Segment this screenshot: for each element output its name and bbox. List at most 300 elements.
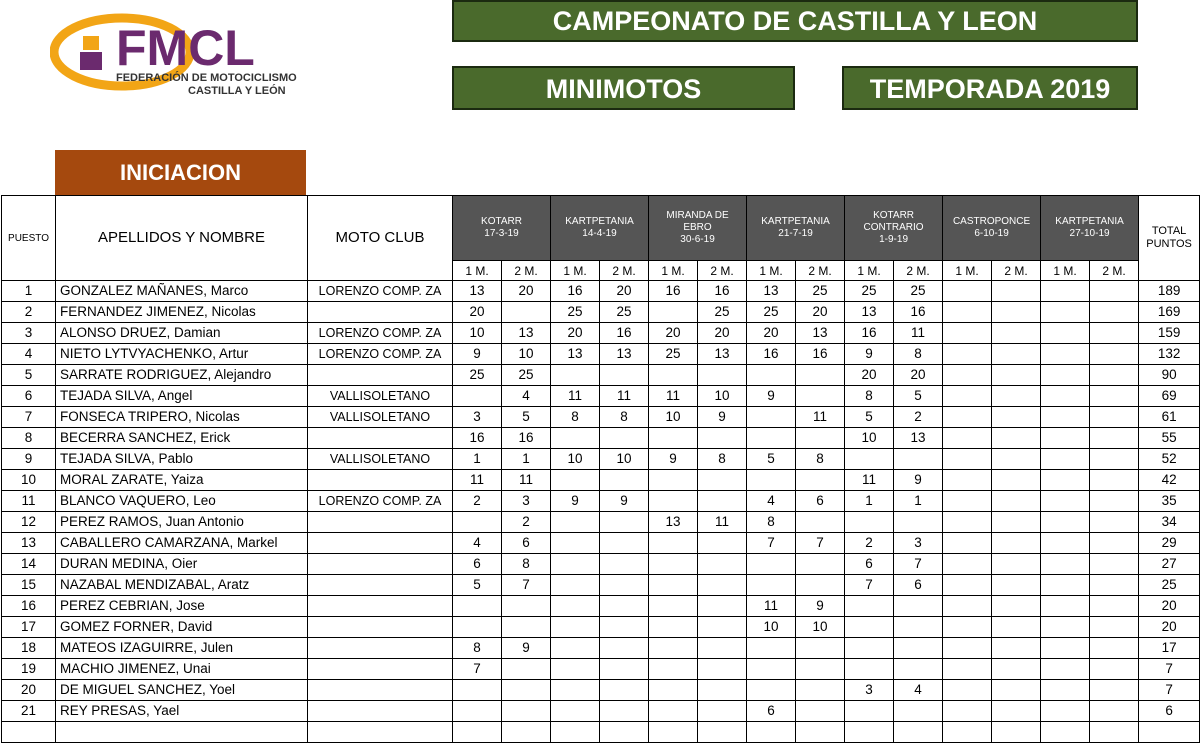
event-name: MIRANDA DE EBRO — [666, 210, 729, 233]
score-cell — [698, 470, 747, 491]
position-cell: 10 — [2, 470, 56, 491]
score-cell — [992, 596, 1041, 617]
score-cell — [796, 428, 845, 449]
score-cell — [894, 596, 943, 617]
score-cell — [1041, 533, 1090, 554]
score-cell: 20 — [649, 323, 698, 344]
score-cell — [796, 638, 845, 659]
score-cell — [992, 680, 1041, 701]
empty-cell — [1090, 722, 1139, 743]
event-date: 14-4-19 — [582, 228, 617, 239]
event-name: KARTPETANIA — [761, 216, 830, 227]
score-cell — [1041, 428, 1090, 449]
empty-cell — [943, 722, 992, 743]
race-2-header: 2 M. — [894, 261, 943, 281]
score-cell: 6 — [796, 491, 845, 512]
empty-cell — [308, 722, 453, 743]
score-cell — [551, 575, 600, 596]
score-cell — [649, 659, 698, 680]
score-cell — [1090, 344, 1139, 365]
event-header — [453, 196, 551, 261]
race-2-header: 2 M. — [600, 261, 649, 281]
score-cell: 20 — [551, 323, 600, 344]
rider-name-cell: FERNANDEZ JIMENEZ, Nicolas — [56, 302, 308, 323]
score-cell — [649, 533, 698, 554]
score-cell: 11 — [796, 407, 845, 428]
score-cell — [992, 428, 1041, 449]
score-cell — [1041, 512, 1090, 533]
table-row — [2, 512, 1200, 533]
score-cell — [600, 701, 649, 722]
score-cell: 13 — [698, 344, 747, 365]
position-cell: 6 — [2, 386, 56, 407]
score-cell — [1090, 512, 1139, 533]
score-cell: 10 — [747, 617, 796, 638]
score-cell — [1041, 407, 1090, 428]
empty-cell — [502, 722, 551, 743]
logo-acronym: FMCL — [116, 20, 255, 76]
score-cell — [992, 281, 1041, 302]
empty-cell — [2, 722, 56, 743]
position-cell: 14 — [2, 554, 56, 575]
race-1-header: 1 M. — [943, 261, 992, 281]
score-cell — [943, 302, 992, 323]
score-cell: 10 — [502, 344, 551, 365]
score-cell: 9 — [698, 407, 747, 428]
score-cell — [943, 512, 992, 533]
score-cell: 9 — [453, 344, 502, 365]
results-table — [1, 195, 1200, 743]
score-cell: 3 — [453, 407, 502, 428]
score-cell: 6 — [845, 554, 894, 575]
score-cell: 25 — [747, 302, 796, 323]
rider-name-cell: ALONSO DRUEZ, Damian — [56, 323, 308, 344]
score-cell: 6 — [453, 554, 502, 575]
total-cell: 35 — [1139, 491, 1200, 512]
score-cell: 25 — [551, 302, 600, 323]
score-cell — [796, 386, 845, 407]
fmcl-logo-graphic — [50, 8, 330, 98]
score-cell — [1041, 554, 1090, 575]
club-cell — [308, 533, 453, 554]
score-cell — [943, 449, 992, 470]
score-cell — [894, 512, 943, 533]
score-cell: 13 — [453, 281, 502, 302]
score-cell — [1090, 554, 1139, 575]
position-cell: 9 — [2, 449, 56, 470]
rider-name-cell: FONSECA TRIPERO, Nicolas — [56, 407, 308, 428]
score-cell: 10 — [796, 617, 845, 638]
score-cell — [600, 428, 649, 449]
score-cell: 7 — [453, 659, 502, 680]
score-cell: 25 — [845, 281, 894, 302]
empty-cell — [1139, 722, 1200, 743]
score-cell — [1041, 491, 1090, 512]
rider-name-cell: PEREZ CEBRIAN, Jose — [56, 596, 308, 617]
table-row — [2, 596, 1200, 617]
score-cell: 25 — [600, 302, 649, 323]
score-cell — [796, 554, 845, 575]
event-date: 30-6-19 — [680, 234, 715, 245]
score-cell — [649, 596, 698, 617]
score-cell: 8 — [747, 512, 796, 533]
score-cell: 9 — [747, 386, 796, 407]
score-cell: 13 — [600, 344, 649, 365]
score-cell — [1041, 449, 1090, 470]
championship-title: CAMPEONATO DE CASTILLA Y LEON — [452, 0, 1138, 42]
score-cell: 1 — [894, 491, 943, 512]
score-cell — [992, 701, 1041, 722]
score-cell — [1090, 617, 1139, 638]
score-cell — [649, 428, 698, 449]
score-cell — [1090, 323, 1139, 344]
table-row — [2, 533, 1200, 554]
score-cell: 13 — [502, 323, 551, 344]
score-cell — [600, 617, 649, 638]
score-cell — [649, 701, 698, 722]
score-cell: 20 — [453, 302, 502, 323]
score-cell: 5 — [502, 407, 551, 428]
score-cell: 10 — [551, 449, 600, 470]
score-cell: 3 — [502, 491, 551, 512]
score-cell — [943, 281, 992, 302]
score-cell — [1041, 659, 1090, 680]
empty-cell — [796, 722, 845, 743]
club-cell: VALLISOLETANO — [308, 407, 453, 428]
empty-cell — [600, 722, 649, 743]
score-cell — [845, 638, 894, 659]
position-cell: 15 — [2, 575, 56, 596]
fmcl-logo — [50, 8, 330, 103]
event-header — [943, 196, 1041, 261]
header-club: MOTO CLUB — [308, 196, 453, 281]
score-cell — [1041, 281, 1090, 302]
total-cell: 7 — [1139, 659, 1200, 680]
score-cell: 4 — [894, 680, 943, 701]
rider-name-cell: NAZABAL MENDIZABAL, Aratz — [56, 575, 308, 596]
score-cell — [1041, 302, 1090, 323]
empty-cell — [992, 722, 1041, 743]
table-row — [2, 680, 1200, 701]
score-cell — [894, 449, 943, 470]
score-cell: 20 — [600, 281, 649, 302]
table-row — [2, 386, 1200, 407]
event-header — [649, 196, 747, 261]
score-cell: 11 — [747, 596, 796, 617]
empty-cell — [747, 722, 796, 743]
score-cell: 25 — [698, 302, 747, 323]
score-cell: 11 — [698, 512, 747, 533]
rider-name-cell: BECERRA SANCHEZ, Erick — [56, 428, 308, 449]
total-cell: 55 — [1139, 428, 1200, 449]
score-cell: 8 — [551, 407, 600, 428]
score-cell — [992, 407, 1041, 428]
score-cell: 11 — [894, 323, 943, 344]
empty-cell — [551, 722, 600, 743]
score-cell — [1041, 701, 1090, 722]
empty-cell — [649, 722, 698, 743]
total-cell: 6 — [1139, 701, 1200, 722]
table-row — [2, 407, 1200, 428]
position-cell: 18 — [2, 638, 56, 659]
table-row — [2, 575, 1200, 596]
score-cell: 9 — [845, 344, 894, 365]
score-cell — [1090, 281, 1139, 302]
score-cell: 13 — [894, 428, 943, 449]
table-row — [2, 365, 1200, 386]
position-cell: 16 — [2, 596, 56, 617]
total-cell: 7 — [1139, 680, 1200, 701]
score-cell: 11 — [502, 470, 551, 491]
score-cell — [747, 680, 796, 701]
score-cell — [551, 659, 600, 680]
rider-name-cell: REY PRESAS, Yael — [56, 701, 308, 722]
score-cell: 16 — [747, 344, 796, 365]
race-2-header: 2 M. — [502, 261, 551, 281]
score-cell: 20 — [747, 323, 796, 344]
score-cell: 8 — [894, 344, 943, 365]
score-cell: 10 — [845, 428, 894, 449]
score-cell — [1041, 575, 1090, 596]
score-cell — [649, 638, 698, 659]
rider-name-cell: TEJADA SILVA, Angel — [56, 386, 308, 407]
score-cell — [600, 365, 649, 386]
season-banner: TEMPORADA 2019 — [842, 66, 1138, 110]
score-cell: 20 — [894, 365, 943, 386]
score-cell: 16 — [502, 428, 551, 449]
score-cell — [796, 680, 845, 701]
score-cell: 11 — [845, 470, 894, 491]
table-row — [2, 428, 1200, 449]
score-cell — [845, 701, 894, 722]
score-cell — [1090, 407, 1139, 428]
score-cell — [551, 596, 600, 617]
header-row — [2, 196, 1200, 261]
score-cell — [698, 365, 747, 386]
score-cell — [845, 659, 894, 680]
table-row — [2, 554, 1200, 575]
score-cell: 8 — [698, 449, 747, 470]
score-cell — [649, 617, 698, 638]
score-cell — [992, 575, 1041, 596]
score-cell: 6 — [747, 701, 796, 722]
score-cell: 1 — [453, 449, 502, 470]
score-cell: 16 — [698, 281, 747, 302]
position-cell: 21 — [2, 701, 56, 722]
score-cell — [1090, 449, 1139, 470]
club-cell: LORENZO COMP. ZA — [308, 281, 453, 302]
score-cell — [1090, 596, 1139, 617]
table-row — [2, 659, 1200, 680]
score-cell: 5 — [845, 407, 894, 428]
score-cell: 9 — [502, 638, 551, 659]
position-cell: 20 — [2, 680, 56, 701]
club-cell — [308, 470, 453, 491]
rider-name-cell: GONZALEZ MAÑANES, Marco — [56, 281, 308, 302]
score-cell — [698, 701, 747, 722]
table-row — [2, 302, 1200, 323]
score-cell — [551, 533, 600, 554]
score-cell: 25 — [796, 281, 845, 302]
total-cell: 17 — [1139, 638, 1200, 659]
score-cell: 13 — [796, 323, 845, 344]
score-cell — [992, 323, 1041, 344]
score-cell — [894, 659, 943, 680]
score-cell: 10 — [698, 386, 747, 407]
score-cell — [1041, 470, 1090, 491]
score-cell — [551, 617, 600, 638]
club-cell — [308, 638, 453, 659]
score-cell — [943, 575, 992, 596]
score-cell: 16 — [649, 281, 698, 302]
score-cell — [796, 470, 845, 491]
score-cell — [1041, 596, 1090, 617]
race-2-header: 2 M. — [992, 261, 1041, 281]
empty-cell — [845, 722, 894, 743]
score-cell: 6 — [502, 533, 551, 554]
race-1-header: 1 M. — [551, 261, 600, 281]
club-cell — [308, 701, 453, 722]
total-cell: 169 — [1139, 302, 1200, 323]
score-cell — [992, 470, 1041, 491]
score-cell: 13 — [551, 344, 600, 365]
score-cell — [796, 575, 845, 596]
score-cell — [992, 302, 1041, 323]
empty-cell — [56, 722, 308, 743]
score-cell — [1090, 470, 1139, 491]
score-cell — [453, 701, 502, 722]
score-cell: 9 — [551, 491, 600, 512]
score-cell — [551, 638, 600, 659]
race-1-header: 1 M. — [747, 261, 796, 281]
score-cell — [453, 596, 502, 617]
score-cell — [551, 701, 600, 722]
score-cell: 8 — [502, 554, 551, 575]
table-row — [2, 470, 1200, 491]
rider-name-cell: PEREZ RAMOS, Juan Antonio — [56, 512, 308, 533]
score-cell — [943, 323, 992, 344]
score-cell — [894, 701, 943, 722]
table-row — [2, 344, 1200, 365]
score-cell — [502, 596, 551, 617]
score-cell — [747, 554, 796, 575]
score-cell — [747, 428, 796, 449]
event-header — [747, 196, 845, 261]
score-cell — [551, 365, 600, 386]
race-2-header: 2 M. — [698, 261, 747, 281]
header-name: APELLIDOS Y NOMBRE — [56, 196, 308, 281]
total-cell: 25 — [1139, 575, 1200, 596]
event-name: CASTROPONCE — [952, 216, 1031, 227]
club-cell: VALLISOLETANO — [308, 449, 453, 470]
score-cell — [943, 554, 992, 575]
score-cell — [1090, 533, 1139, 554]
score-cell — [649, 470, 698, 491]
table-row — [2, 638, 1200, 659]
rider-name-cell: CABALLERO CAMARZANA, Markel — [56, 533, 308, 554]
score-cell — [649, 302, 698, 323]
score-cell — [1041, 386, 1090, 407]
score-cell: 4 — [453, 533, 502, 554]
event-date: 17-3-19 — [484, 228, 519, 239]
score-cell — [1090, 575, 1139, 596]
score-cell — [845, 617, 894, 638]
score-cell: 25 — [502, 365, 551, 386]
score-cell: 25 — [649, 344, 698, 365]
rider-name-cell: SARRATE RODRIGUEZ, Alejandro — [56, 365, 308, 386]
score-cell — [649, 680, 698, 701]
event-name: KARTPETANIA — [565, 216, 634, 227]
score-cell: 9 — [796, 596, 845, 617]
score-cell — [600, 470, 649, 491]
score-cell — [1041, 323, 1090, 344]
score-cell: 6 — [894, 575, 943, 596]
position-cell: 3 — [2, 323, 56, 344]
position-cell: 17 — [2, 617, 56, 638]
score-cell — [1090, 386, 1139, 407]
logo-line2: CASTILLA Y LEÓN — [188, 85, 286, 97]
score-cell: 4 — [747, 491, 796, 512]
score-cell — [992, 365, 1041, 386]
table-row — [2, 617, 1200, 638]
score-cell — [992, 617, 1041, 638]
table-row — [2, 449, 1200, 470]
club-cell — [308, 575, 453, 596]
total-cell: 34 — [1139, 512, 1200, 533]
score-cell: 8 — [453, 638, 502, 659]
score-cell — [502, 680, 551, 701]
event-header — [551, 196, 649, 261]
race-2-header: 2 M. — [796, 261, 845, 281]
club-cell — [308, 659, 453, 680]
score-cell — [1090, 428, 1139, 449]
score-cell: 10 — [600, 449, 649, 470]
total-cell: 42 — [1139, 470, 1200, 491]
rider-name-cell: GOMEZ FORNER, David — [56, 617, 308, 638]
position-cell: 12 — [2, 512, 56, 533]
total-cell: 27 — [1139, 554, 1200, 575]
header-total: TOTAL PUNTOS — [1139, 196, 1200, 281]
club-cell — [308, 680, 453, 701]
score-cell: 25 — [453, 365, 502, 386]
score-cell: 20 — [796, 302, 845, 323]
score-cell — [698, 533, 747, 554]
score-cell — [600, 533, 649, 554]
results-body — [2, 281, 1200, 743]
score-cell — [747, 365, 796, 386]
score-cell — [845, 596, 894, 617]
score-cell — [551, 428, 600, 449]
event-name: KOTARR — [481, 216, 522, 227]
score-cell: 13 — [649, 512, 698, 533]
score-cell — [502, 617, 551, 638]
score-cell — [502, 701, 551, 722]
total-cell: 69 — [1139, 386, 1200, 407]
table-row — [2, 491, 1200, 512]
club-cell — [308, 365, 453, 386]
score-cell — [1041, 638, 1090, 659]
score-cell — [600, 554, 649, 575]
score-cell — [796, 365, 845, 386]
score-cell — [992, 533, 1041, 554]
club-cell: LORENZO COMP. ZA — [308, 323, 453, 344]
position-cell: 1 — [2, 281, 56, 302]
score-cell — [1090, 659, 1139, 680]
score-cell — [747, 659, 796, 680]
rider-name-cell: DE MIGUEL SANCHEZ, Yoel — [56, 680, 308, 701]
event-name: KOTARR CONTRARIO — [863, 210, 924, 233]
score-cell — [600, 638, 649, 659]
